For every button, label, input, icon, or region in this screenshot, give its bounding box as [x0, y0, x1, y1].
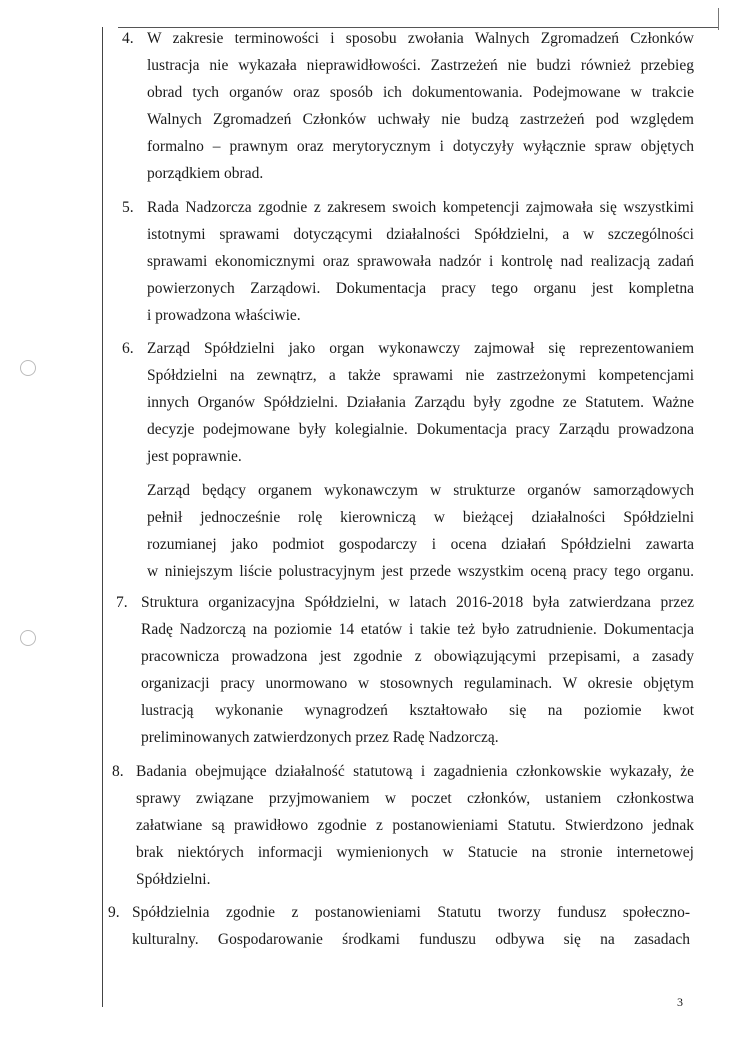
item-line: sprawy związane przyjmowaniem w poczet członków, ustaniem członkostwa — [136, 790, 694, 807]
item-line: Spółdzielni na zewnątrz, a także sprawami nie zastrzeżonymi kompetencjami — [147, 367, 694, 384]
item-line: powierzonych Zarządowi. Dokumentacja pracy tego organu jest kompletna — [147, 280, 694, 297]
item-number: 5. — [122, 199, 134, 216]
item-line: W zakresie terminowości i sposobu zwołania Walnych Zgromadzeń Członków — [147, 30, 694, 47]
item-line: brak niektórych informacji wymienionych w Statucie na stronie internetowej — [136, 844, 694, 861]
item-line: Struktura organizacyjna Spółdzielni, w latach 2016-2018 była zatwierdzana przez — [141, 594, 694, 611]
item-number: 8. — [112, 763, 124, 780]
item-paragraph-line: Zarząd będący organem wykonawczym w strukturze organów samorządowych — [147, 482, 694, 499]
item-number: 9. — [108, 904, 120, 921]
item-line: Spółdzielni. — [136, 871, 211, 888]
item-paragraph-line: w niniejszym liście polustracyjnym jest przede wszystkim oceną pracy tego organu. — [147, 563, 694, 580]
item-line: i prowadzona właściwie. — [147, 307, 301, 324]
item-line: decyzje podejmowane były kolegialnie. Dokumentacja pracy Zarządu prowadzona — [147, 421, 694, 438]
item-line: obrad tych organów oraz sposób ich dokumentowania. Podejmowane w trakcie — [147, 84, 694, 101]
item-line: pracownicza prowadzona jest zgodnie z obowiązującymi przepisami, a zasady — [141, 648, 694, 665]
punch-hole-mark — [20, 630, 36, 646]
top-rule — [118, 27, 718, 28]
item-number: 7. — [116, 594, 128, 611]
item-number: 6. — [122, 340, 134, 357]
item-line: sprawami ekonomicznymi oraz sprawowała nadzór i kontrolę nad realizacją zadań — [147, 253, 694, 270]
punch-hole-mark — [20, 360, 36, 376]
item-paragraph-line: pełnił jednocześnie rolę kierowniczą w bieżącej działalności Spółdzielni — [147, 509, 694, 526]
item-line: jest poprawnie. — [147, 448, 242, 465]
item-line: załatwiane są prawidłowo zgodnie z postanowieniami Statutu. Stwierdzono jednak — [136, 817, 694, 834]
item-paragraph-line: rozumianej jako podmiot gospodarczy i ocena działań Spółdzielni zawarta — [147, 536, 694, 553]
item-line: lustracja nie wykazała nieprawidłowości. Zastrzeżeń nie budzi również przebieg — [147, 57, 694, 74]
item-line: Spółdzielnia zgodnie z postanowieniami Statutu tworzy fundusz społeczno- — [132, 904, 690, 921]
item-line: preliminowanych zatwierdzonych przez Radę Nadzorczą. — [141, 729, 499, 746]
item-line: innych Organów Spółdzielni. Działania Zarządu były zgodne ze Statutem. Ważne — [147, 394, 694, 411]
item-line: Rada Nadzorcza zgodnie z zakresem swoich kompetencji zajmowała się wszystkimi — [147, 199, 694, 216]
right-margin-mark — [718, 8, 719, 30]
item-line: Walnych Zgromadzeń Członków uchwały nie budzą zastrzeżeń pod względem — [147, 111, 694, 128]
item-line: Zarząd Spółdzielni jako organ wykonawczy zajmował się reprezentowaniem — [147, 340, 694, 357]
item-line: porządkiem obrad. — [147, 165, 264, 182]
item-line: formalno – prawnym oraz merytorycznym i dotyczyły wyłącznie spraw objętych — [147, 138, 694, 155]
page-number: 3 — [677, 995, 683, 1009]
item-line: organizacji pracy unormowano w stosownych regulaminach. W okresie objętym — [141, 675, 694, 692]
item-number: 4. — [122, 30, 134, 47]
item-line: Radę Nadzorczą na poziomie 14 etatów i takie też było zatrudnienie. Dokumentacja — [141, 621, 694, 638]
item-line: istotnymi sprawami dotyczącymi działalności Spółdzielni, a w szczególności — [147, 226, 694, 243]
item-line: kulturalny. Gospodarowanie środkami funduszu odbywa się na zasadach — [132, 931, 690, 948]
item-line: lustracją wykonanie wynagrodzeń kształtowało się na poziomie kwot — [141, 702, 694, 719]
left-margin-rule — [102, 27, 103, 1007]
item-line: Badania obejmujące działalność statutową i zagadnienia członkowskie wykazały, że — [136, 763, 694, 780]
